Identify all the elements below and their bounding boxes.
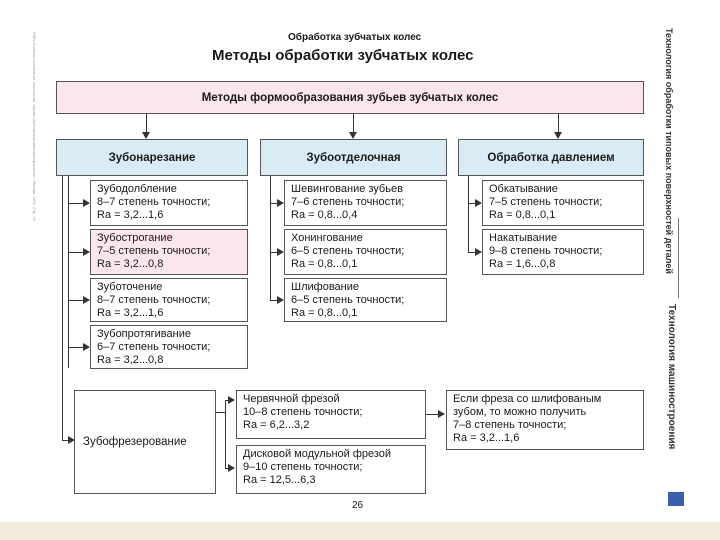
method-item: Зубопротягивание 6–7 степень точности; Ra = 3,2...0,8: [90, 325, 248, 369]
arrow-right-icon: [83, 343, 90, 351]
milling-box: [74, 390, 216, 494]
arrow-down-icon: [349, 132, 357, 139]
tree-line: [225, 400, 226, 468]
page-title: Методы обработки зубчатых колес: [212, 47, 474, 64]
milling-label: Зубофрезерование: [83, 436, 187, 448]
connector: [353, 114, 354, 134]
tree-branch: [68, 300, 84, 301]
tree-branch: [68, 347, 84, 348]
banner-text: Методы формообразования зубьев зубчатых колес: [201, 91, 499, 104]
banner-box: [56, 81, 644, 114]
column-header-pressure: [458, 139, 644, 176]
page-frame: [32, 22, 690, 514]
tree-line: [468, 176, 469, 252]
column-header-gear-cutting: [56, 139, 248, 176]
method-item: Зуботочение 8–7 степень точности; Ra = 3,2...1,6: [90, 278, 248, 322]
page-number: 26: [352, 500, 364, 511]
tree-branch: [68, 203, 84, 204]
left-margin-text: ISBN Учебное пособие по технологии. Серия «Библиотека машиностроителя». Москва. 2011. Стр. 26: [32, 32, 37, 221]
right-margin-text-top: Технология обработки типовых поверхностей деталей: [664, 28, 674, 274]
arrow-right-icon: [83, 199, 90, 207]
arrow-right-icon: [475, 248, 482, 256]
tree-branch: [68, 252, 84, 253]
right-margin-text-bottom: Технология машиностроения: [666, 304, 677, 450]
arrow-right-icon: [277, 296, 284, 304]
arrow-right-icon: [438, 410, 445, 418]
vertical-divider: [678, 218, 679, 298]
method-item: Зубодолбление 8–7 степень точности; Ra = 3,2...1,6: [90, 180, 248, 226]
method-item: Шлифование 6–5 степень точности; Ra = 0,8...0,1: [284, 278, 447, 322]
column-header-text: Зубонарезание: [108, 151, 196, 164]
arrow-right-icon: [475, 199, 482, 207]
arrow-right-icon: [277, 199, 284, 207]
connector: [146, 114, 147, 134]
method-item: Обкатывание 7–5 степень точности; Ra = 0,8...0,1: [482, 180, 644, 226]
worm-cutter-box: Червячной фрезой 10–8 степень точности; Ra = 6,2...3,2: [236, 390, 426, 439]
header-small: Обработка зубчатых колес: [288, 32, 422, 43]
arrow-right-icon: [277, 248, 284, 256]
tree-line: [68, 176, 69, 368]
column-header-text: Обработка давлением: [487, 151, 615, 164]
disk-cutter-box: Дисковой модульной фрезой 9–10 степень точности; Ra = 12,5...6,3: [236, 445, 426, 494]
tree-line: [62, 176, 63, 441]
method-item: Шевингование зубьев 7–6 степень точности; Ra = 0,8...0,4: [284, 180, 447, 226]
arrow-down-icon: [554, 132, 562, 139]
method-item-highlighted: Зубострогание 7–5 степень точности; Ra = 3,2...0,8: [90, 229, 248, 275]
logo-icon: [668, 492, 684, 506]
arrow-right-icon: [228, 396, 235, 404]
arrow-right-icon: [83, 296, 90, 304]
method-item: Хонингование 6–5 степень точности; Ra = 0,8...0,1: [284, 229, 447, 275]
arrow-right-icon: [83, 248, 90, 256]
method-item: Накатывание 9–8 степень точности; Ra = 1,6...0,8: [482, 229, 644, 275]
bottom-bar: [0, 522, 720, 540]
arrow-down-icon: [142, 132, 150, 139]
arrow-right-icon: [228, 464, 235, 472]
ground-cutter-note-box: Если фреза со шлифованым зубом, то можно получить 7–8 степень точности; Ra = 3,2...1,6: [446, 390, 644, 450]
column-header-text: Зубоотделочная: [306, 151, 401, 164]
column-header-finishing: [260, 139, 447, 176]
connector: [558, 114, 559, 134]
tree-line: [270, 176, 271, 300]
